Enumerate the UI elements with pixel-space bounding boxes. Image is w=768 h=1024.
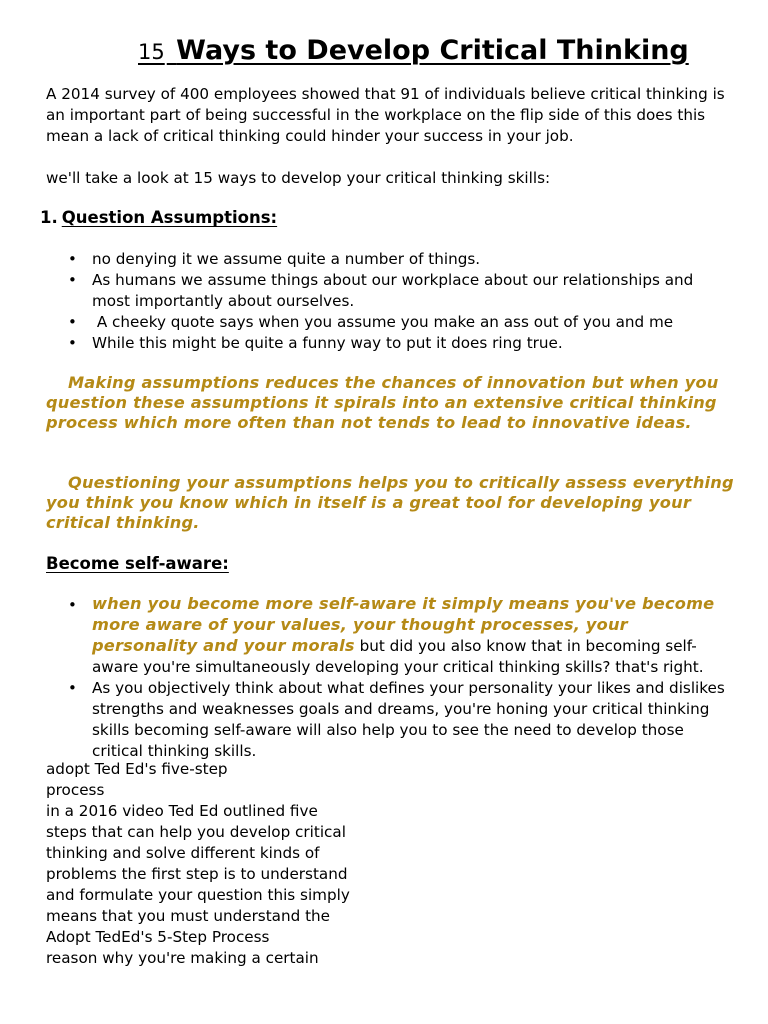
bullet-text: As humans we assume things about our workplace about our relationships and most importantly about ourselves. xyxy=(92,271,694,310)
list-item xyxy=(46,333,736,354)
list-item xyxy=(46,594,736,678)
text-line: thinking and solve different kinds of xyxy=(46,844,320,862)
bullet-text: but did you also know that in becoming self-aware you're simultaneously developing your critical thinking skills? that's right. xyxy=(92,637,704,676)
text-line: and formulate your question this simply xyxy=(46,886,350,904)
bullet-highlight-text: when you become more self-aware it simply means you've become more aware of your values, your thought processes, your personality and your morals xyxy=(92,594,715,655)
bullet-text: no denying it we assume quite a number of things. xyxy=(92,250,481,268)
text-line: reason why you're making a certain xyxy=(46,949,319,967)
bullet-icon: • xyxy=(68,679,77,697)
bullet-text: A cheeky quote says when you assume you make an ass out of you and me xyxy=(92,313,674,331)
bullet-icon: • xyxy=(68,250,77,268)
text-line: problems the first step is to understand xyxy=(46,865,348,883)
bullet-icon: • xyxy=(68,334,77,352)
text-line: means that you must understand the xyxy=(46,907,331,925)
highlight-paragraph-1: Making assumptions reduces the chances of innovation but when you question these assumptions it spirals into an extensive critical thinking process which more often than not tends to lead to innovative ideas. xyxy=(46,373,719,432)
section-1-number: 1. xyxy=(40,208,58,227)
intro-paragraph: A 2014 survey of 400 employees showed that 91 of individuals believe critical thinking is an important part of being successful in the workplace on the flip side of this does this mean a lack of critical thinking could hinder your success in your job. xyxy=(46,85,725,145)
title-number: 15 xyxy=(138,40,165,64)
bullet-text: While this might be quite a funny way to put it does ring true. xyxy=(92,334,563,352)
section-2-bullet-list xyxy=(46,594,736,762)
text-line: in a 2016 video Ted Ed outlined five xyxy=(46,802,318,820)
highlight-paragraph-2: Questioning your assumptions helps you to critically assess everything you think you know which in itself is a great tool for developing your critical thinking. xyxy=(46,473,734,532)
section-2-heading: Become self-aware: xyxy=(46,554,229,573)
list-item xyxy=(46,249,736,270)
page-title xyxy=(138,34,738,69)
narrow-text-column xyxy=(46,759,350,969)
text-line: process xyxy=(46,781,105,799)
section-1-heading xyxy=(40,207,277,229)
intro-lead-in: we'll take a look at 15 ways to develop your critical thinking skills: xyxy=(46,169,551,187)
list-item xyxy=(46,312,736,333)
text-line: adopt Ted Ed's five-step xyxy=(46,760,228,778)
text-line: Adopt TedEd's 5-Step Process xyxy=(46,928,270,946)
title-text: Ways to Develop Critical Thinking xyxy=(176,35,689,66)
bullet-icon: • xyxy=(68,271,77,289)
list-item xyxy=(46,270,736,312)
list-item xyxy=(46,678,736,762)
section-1-bullet-list xyxy=(46,249,736,354)
bullet-icon: • xyxy=(68,313,77,331)
bullet-icon: • xyxy=(68,596,77,614)
section-1-title: Question Assumptions: xyxy=(61,208,278,227)
bullet-text: As you objectively think about what defines your personality your likes and dislikes strengths and weaknesses goals and dreams, you're honing your critical thinking skills becoming self-aware will also help you to see the need to develop those critical thinking skills. xyxy=(92,679,725,760)
text-line: steps that can help you develop critical xyxy=(46,823,346,841)
